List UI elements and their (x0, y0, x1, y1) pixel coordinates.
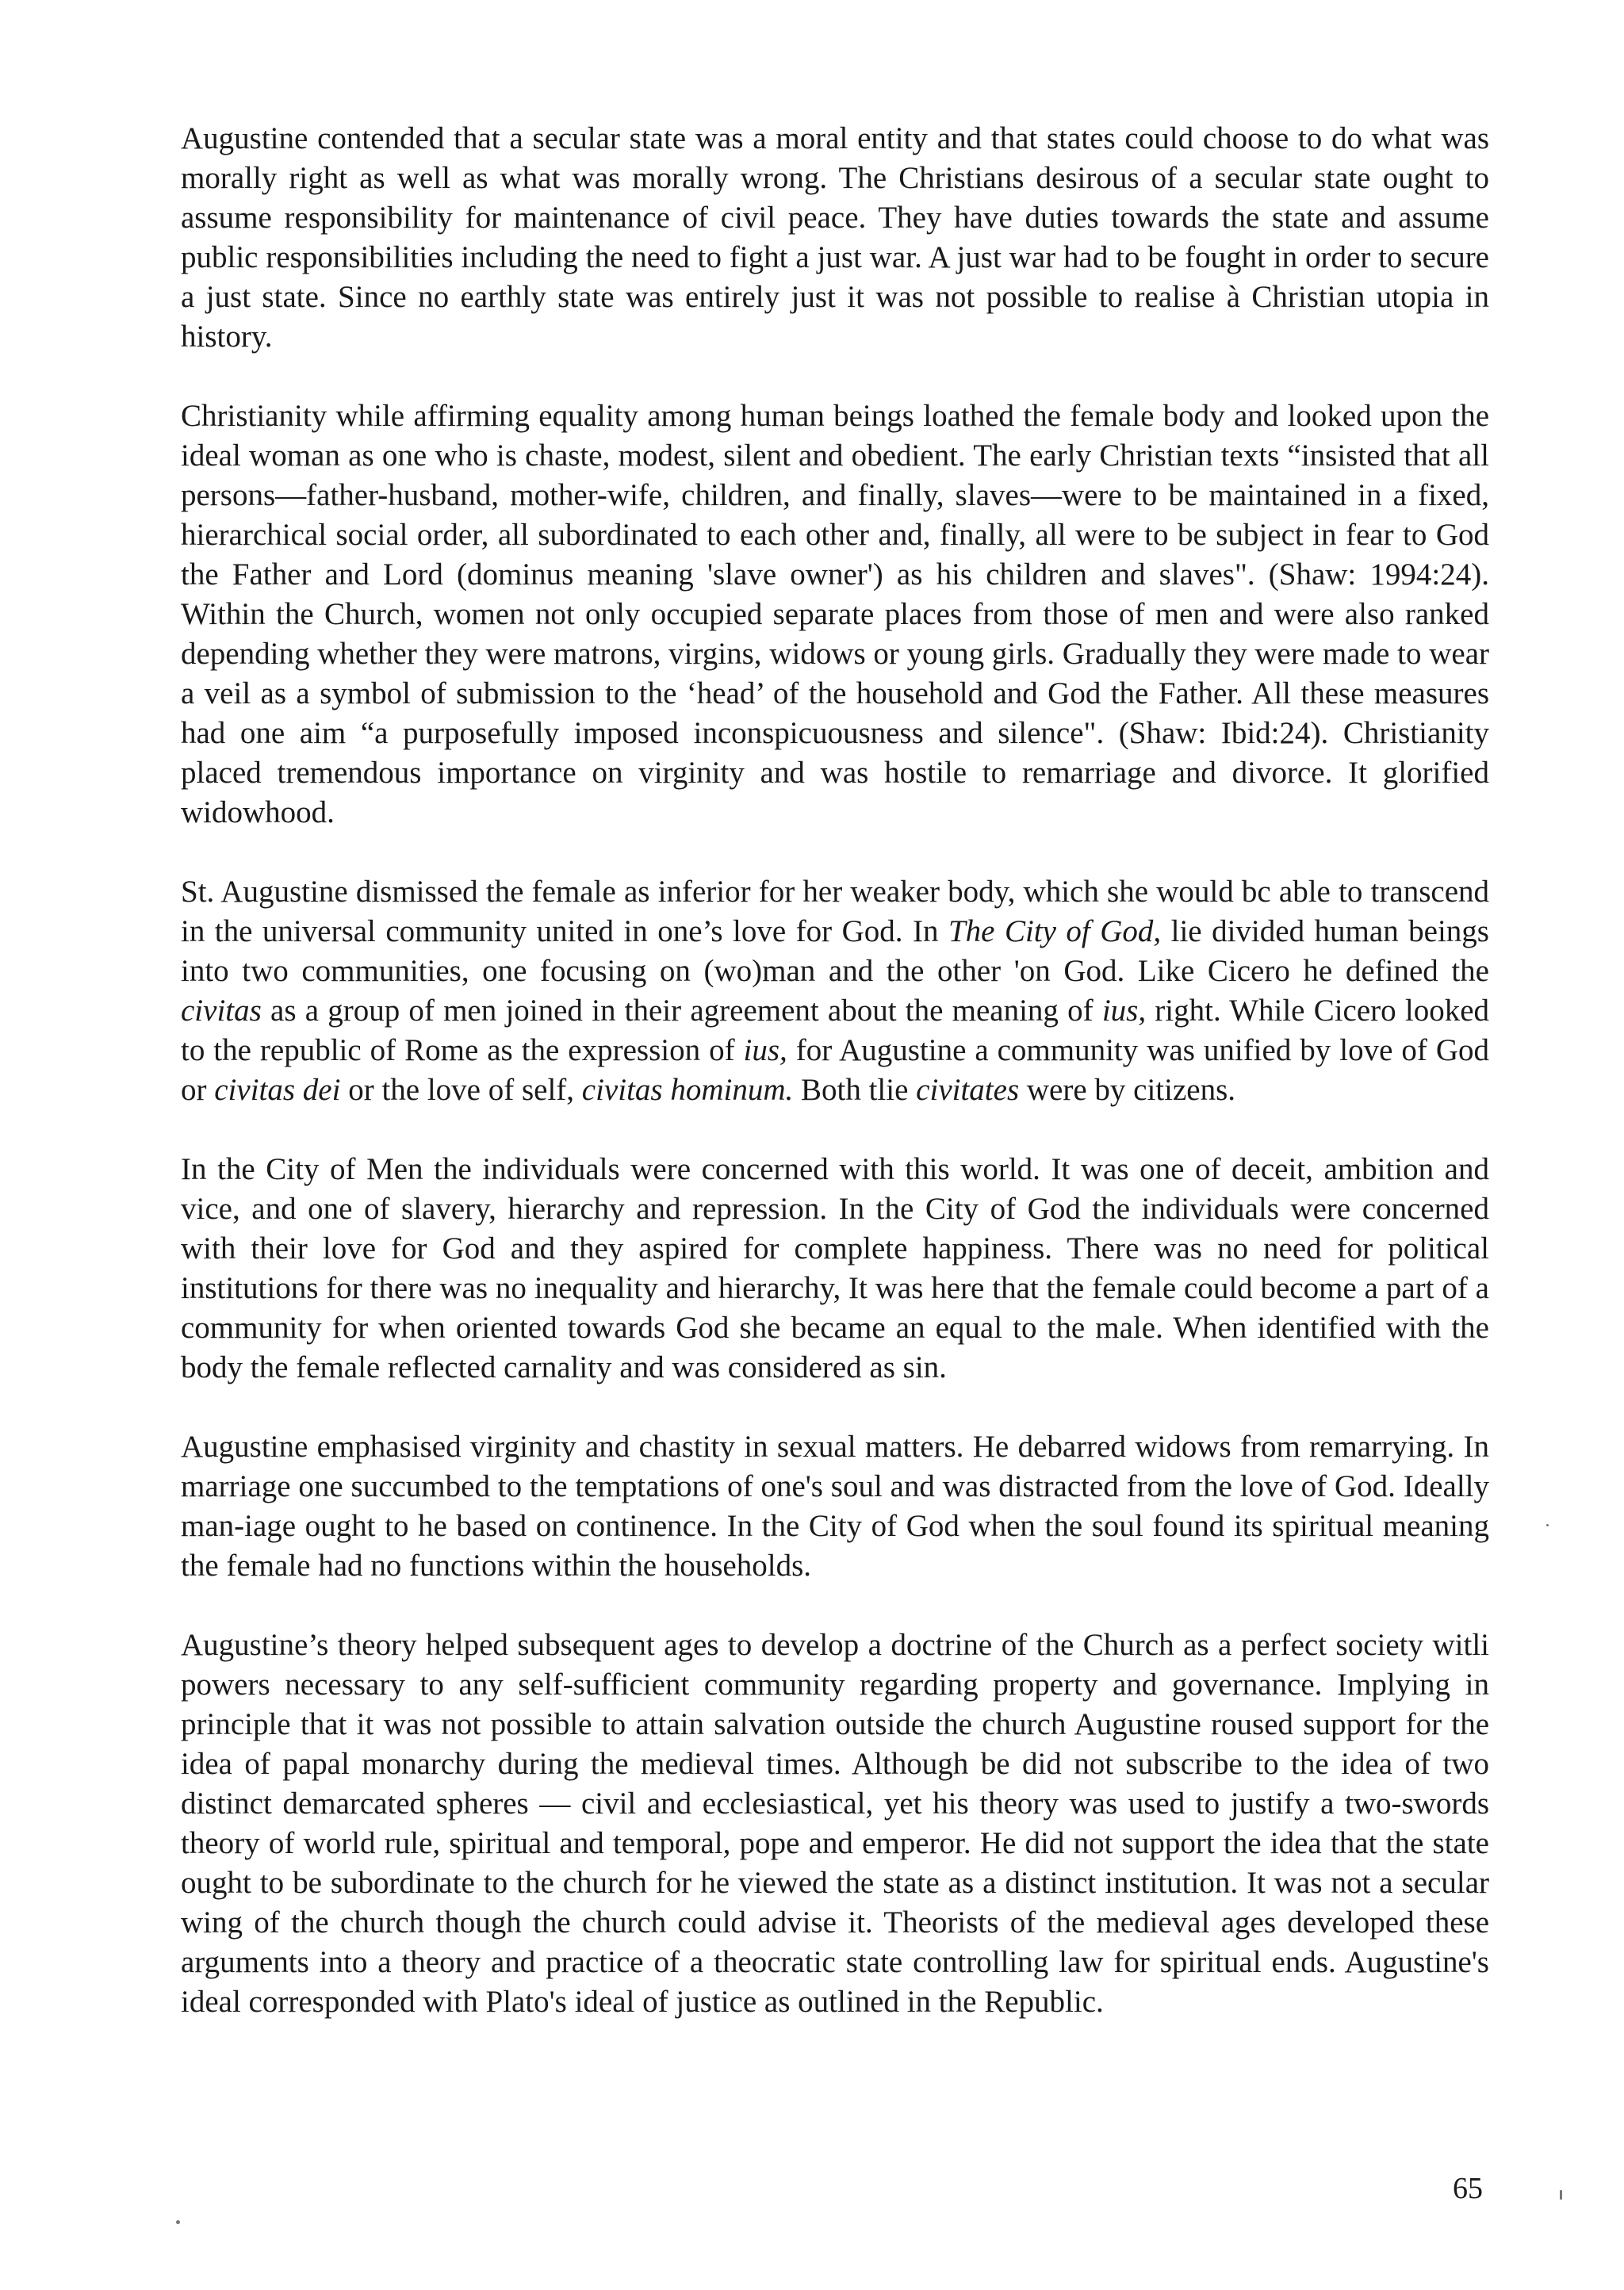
scan-speck (1546, 1524, 1549, 1526)
term-ius: ius, (743, 1033, 787, 1067)
paragraph-3-text: or the love of self, (340, 1073, 582, 1107)
paragraph-3-text: Both tlie (793, 1073, 917, 1107)
paragraph-4 (181, 1150, 1489, 1388)
paragraph-3-text: as a group of men joined in their agreement about the meaning of (261, 994, 1102, 1028)
term-civitas-hominum: civitas hominum. (581, 1073, 794, 1107)
page-body (181, 119, 1489, 2062)
paragraph-3-text: for Augustine a community was unified by love of God or (181, 1033, 1489, 1107)
scan-speck (176, 2220, 180, 2224)
term-civitas: civitas (181, 994, 262, 1028)
paragraph-6 (181, 1626, 1489, 2022)
term-civitates: civitates (916, 1073, 1020, 1107)
paragraph-5-text: Augustine emphasised virginity and chastity in sexual matters. He debarred widows from remarrying. In marriage one succumbed to the temptations of one's soul and was distracted from the love of God. Ideally man-iage ought to he based on continence. In the City of God when the soul found its spiritual meaning the female had no functions within the households. (181, 1430, 1489, 1583)
paragraph-3 (181, 872, 1489, 1110)
scan-speck (1560, 2190, 1562, 2200)
paragraph-3-text: St. Augustine dismissed the female as inferior for her weaker body, which she would bc able to transcend in the universal community united in one’s love for God. In (181, 875, 1489, 948)
book-title-city-of-god: The City of God, (948, 914, 1162, 948)
paragraph-3-text: right. While Cicero looked to the republic of Rome as the expression of (181, 994, 1489, 1067)
paragraph-2 (181, 396, 1489, 833)
paragraph-3-text: were by citizens. (1019, 1073, 1236, 1107)
paragraph-1 (181, 119, 1489, 357)
paragraph-6-text: Augustine’s theory helped subsequent ages to develop a doctrine of the Church as a perfect society witli powers necessary to any self-sufficient community regarding property and governance. Implying in principle that it was not possible to attain salvation outside the church Augustine roused support for the idea of papal monarchy during the medieval times. Although be did not subscribe to the idea of two distinct demarcated spheres — civil and ecclesiastical, yet his theory was used to justify a two-swords theory of world rule, spiritual and temporal, pope and emperor. He did not support the idea that the state ought to be subordinate to the church for he viewed the state as a distinct institution. It was not a secular wing of the church though the church could advise it. Theorists of the medieval ages developed these arguments into a theory and practice of a theocratic state controlling law for spiritual ends. Augustine's ideal corresponded with Plato's ideal of justice as outlined in the Republic. (181, 1628, 1489, 2019)
paragraph-1-text: Augustine contended that a secular state was a moral entity and that states could choose to do what was morally right as well as what was morally wrong. The Christians desirous of a secular state ought to assume responsibility for maintenance of civil peace. They have duties towards the state and assume public responsibilities including the need to fight a just war. A just war had to be fought in order to secure a just state. Since no earthly state was entirely just it was not possible to realise à Christian utopia in history. (181, 121, 1489, 354)
page-number: 65 (1453, 2172, 1483, 2205)
paragraph-5 (181, 1427, 1489, 1586)
paragraph-3-text: lie divided human beings into two communities, one focusing on (wo)man and the other 'on God. Like Cicero he defined the (181, 914, 1489, 988)
term-civitas-dei: civitas dei (214, 1073, 341, 1107)
paragraph-2-text: Christianity while affirming equality among human beings loathed the female body and looked upon the ideal woman as one who is chaste, modest, silent and obedient. The early Christian texts “insisted that all persons—father-husband, mother-wife, children, and finally, slaves—were to be maintained in a fixed, hierarchical social order, all subordinated to each other and, finally, all were to be subject in fear to God the Father and Lord (dominus meaning 'slave owner') as his children and slaves". (Shaw: 1994:24). Within the Church, women not only occupied separate places from those of men and were also ranked depending whether they were matrons, virgins, widows or young girls. Gradually they were made to wear a veil as a symbol of submission to the ‘head’ of the household and God the Father. All these measures had one aim “a purposefully imposed inconspicuousness and silence". (Shaw: Ibid:24). Christianity placed tremendous importance on virginity and was hostile to remarriage and divorce. It glorified widowhood. (181, 399, 1489, 829)
paragraph-4-text: In the City of Men the individuals were concerned with this world. It was one of deceit, ambition and vice, and one of slavery, hierarchy and repression. In the City of God the individuals were concerned with their love for God and they aspired for complete happiness. There was no need for political institutions for there was no inequality and hierarchy, It was here that the female could become a part of a community for when oriented towards God she became an equal to the male. When identified with the body the female reflected carnality and was considered as sin. (181, 1152, 1489, 1384)
term-ius: ius, (1101, 994, 1147, 1028)
